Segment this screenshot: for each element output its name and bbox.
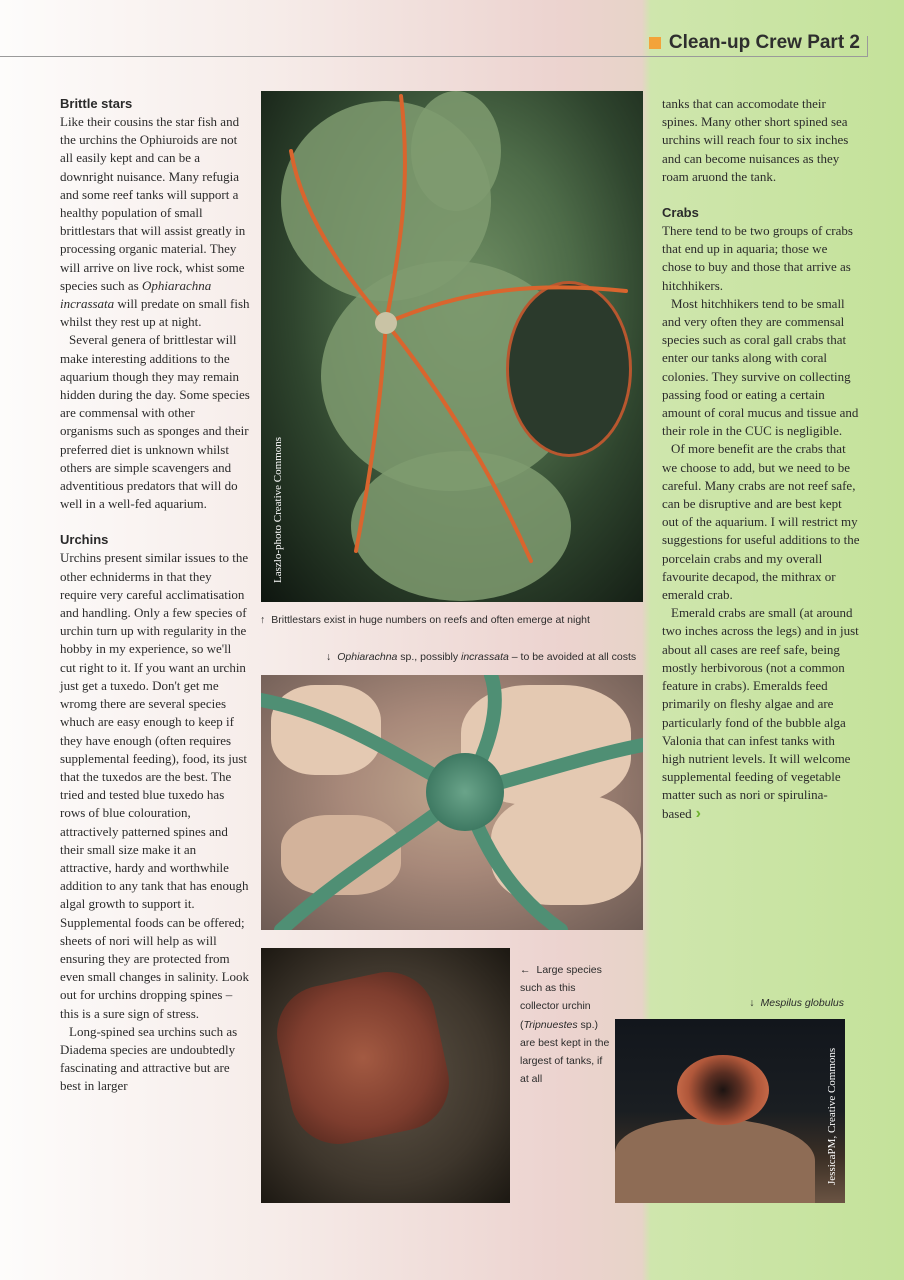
section-header (649, 32, 860, 54)
species-name: Ophiarachna incrassata (60, 277, 212, 312)
brittlestar-arms (261, 91, 643, 602)
photo-credit-1: Laszlo-photo Creative Commons (272, 436, 284, 583)
brittle-stars-heading: Brittle stars (60, 96, 133, 111)
crabs-paragraph-2: Most hitchhikers tend to be small and very often they are commensal species such as coral gall crabs that enter our tanks along with coral colonies. They survive on collecting passing food or eating a certain amount of coral mucus and tissue and their role in the CUC is negligible. (662, 295, 859, 439)
collector-urchin-photo (261, 948, 510, 1203)
caption-ophiarachna: ↓ Ophiarachna sp., possibly incrassata – to be avoided at all costs (326, 651, 637, 663)
column-left (60, 95, 250, 1096)
crabs-paragraph-4: Emerald crabs are small (at around two inches across the legs) and in just about all cases are reef safe, being mostly herbivorous (not a common feature in crabs). Emeralds feed primarily on fleshy algae and are particularly fond of the bubble alga Valonia that can infest tanks with high nutrient levels. It will welcome supplemental feeding of vegetable matter such as nori or spirulina-based › (662, 605, 859, 822)
brittlestar-disc (426, 753, 504, 831)
brittle-paragraph-2: Several genera of brittlestar will make interesting additions to the aquarium though they may remain hidden during the day. Some species are commensal with other organisms such as sponges and their preferred diet is unknown whilst others are simple scavengers and adventitious predators that will do well in a well-fed aquarium. (60, 332, 250, 512)
crabs-paragraph-3: Of more benefit are the crabs that we choose to add, but we need to be careful. Many crabs are not reef safe, can be disruptive and are best kept out of the aquarium. I will restrict my suggestions for useful additions to the porcelain crabs and my overall favourite decapod, the mithrax or emerald crab. (662, 441, 860, 603)
rock (615, 1119, 815, 1203)
arrow-left-icon: ← (520, 964, 531, 976)
section-title: Clean-up Crew Part 2 (668, 32, 860, 53)
caption-brittlestars: ↑ Brittlestars exist in huge numbers on reefs and often emerge at night (260, 614, 590, 626)
column-right (662, 95, 860, 823)
urchins-paragraph-1: Urchins present similar issues to the other echniderms in that they require very careful acclimatisation and handling. Only a few species of urchin turn up with regularity in the hobby in my experience, so we'll cut right to it. If you want an urchin just get a tuxedo. Don't get me wromg there are several species whuch are easy enough to keep if they have enough (often requires supplemental feeding), food, its just that the tuxedos are the best. The tried and tested blue tuxedo has rows of blue colouration, attractively patterned spines and their small size make it an attractive, hardy and worthwhile addition to any tank that has enough algal growth to support it. Supplemental foods can be offered; sheets of nori will help as will ensuring they are protected from even small changes in salinity. Look out for urchins dropping spines – this is a sure sign of stress. (60, 550, 250, 1021)
caption-mespilus: ↓ Mespilus globulus (749, 997, 844, 1009)
orange-square-icon (649, 37, 661, 49)
header-divider (867, 36, 868, 56)
brittle-paragraph-1: Like their cousins the star fish and the urchins the Ophiuroids are not all easily kept and can be a downright nuisance. Many refugia and some reef tanks will support a healthy population of small brittlestars that will assist greatly in processing organic material. They will arrive on live rock, whist some species such as Ophiarachna incrassata will predate on small fish whilst they rest up at night. (60, 114, 250, 330)
caption-collector-urchin: ← Large species such as this collector urchin (Tripnuestes sp.) are best kept in the largest of tanks, if at all (520, 964, 610, 1086)
green-brittlestar-photo (261, 675, 643, 930)
crabs-heading: Crabs (662, 205, 699, 221)
arrow-up-icon: ↑ (260, 614, 266, 626)
urchins-paragraph-2: Long-spined sea urchins such as Diadema species are undoubtedly fascinating and attractive but are best in larger (60, 1023, 238, 1094)
crabs-paragraph-1: There tend to be two groups of crabs that end up in aquaria; those we chose to buy and those that arrive as hitchhikers. (662, 223, 853, 293)
urchin-body (268, 963, 458, 1153)
urchins-heading: Urchins (60, 532, 109, 548)
continue-arrow-icon[interactable]: › (695, 804, 701, 822)
arrow-down-icon: ↓ (326, 651, 332, 663)
urchins-paragraph-3: tanks that can accomodate their spines. Many other short spined sea urchins will reach four to six inches and can become nuisances as they roam aruond the tank. (662, 96, 849, 184)
brittlestar-photo (261, 91, 643, 602)
photo-credit-2: JessicaPM, Creative Commons (826, 1047, 838, 1185)
arrow-down-icon: ↓ (749, 997, 755, 1009)
urchin-body (677, 1055, 769, 1125)
mespilus-photo (615, 1019, 845, 1203)
header-rule (0, 56, 868, 57)
